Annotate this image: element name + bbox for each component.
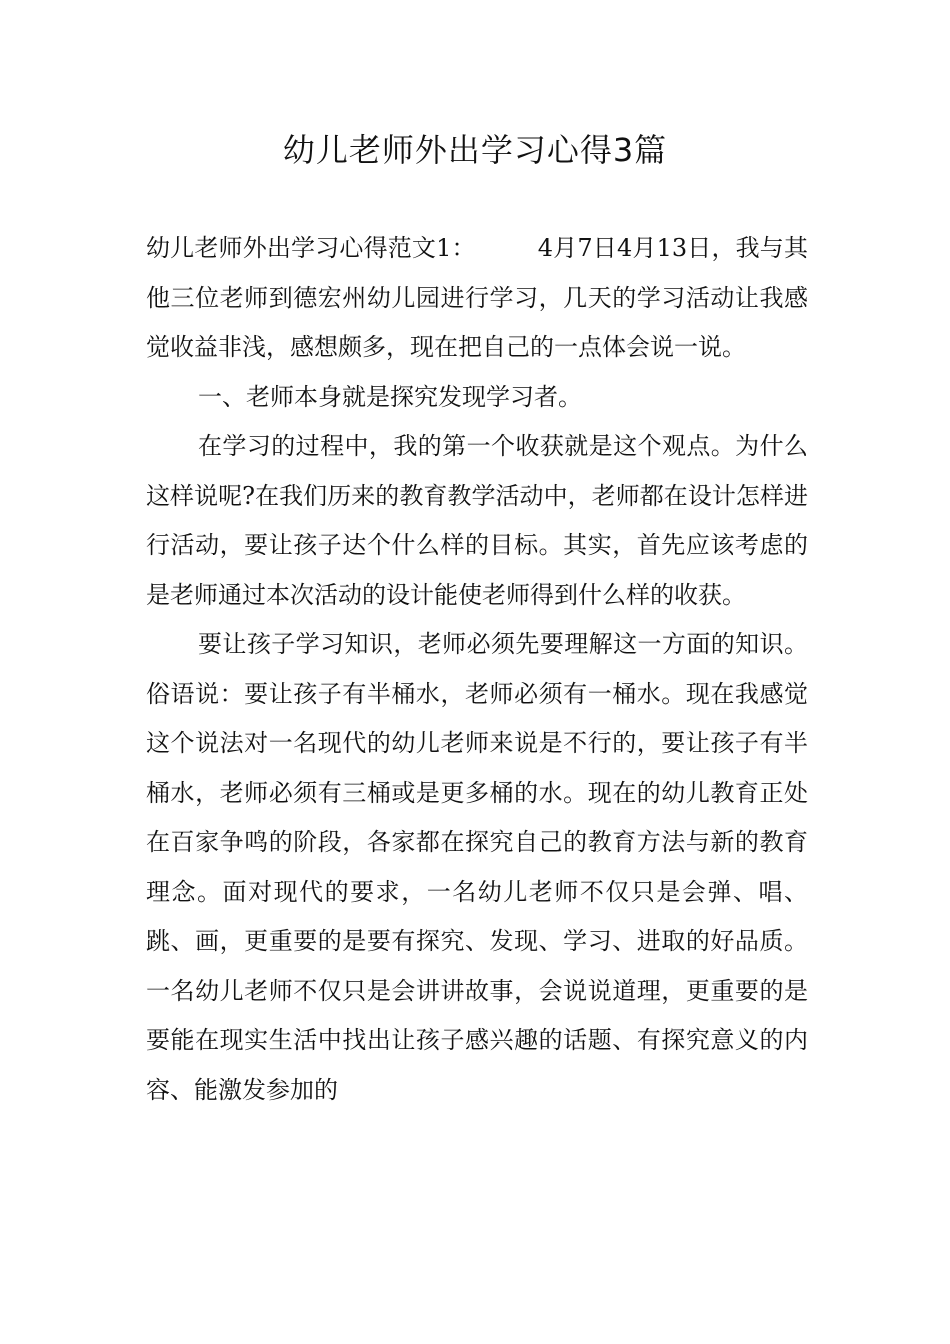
document-title: 幼儿老师外出学习心得3篇 bbox=[282, 131, 668, 169]
document-body bbox=[146, 224, 808, 1115]
body-paragraph: 要让孩子学习知识，老师必须先要理解这一方面的知识。俗语说：要让孩子有半桶水，老师必须有一桶水。现在我感觉这个说法对一名现代的幼儿老师来说是不行的，要让孩子有半桶水，老师必须有三桶或是更多桶的水。现在的幼儿教育正处在百家争鸣的阶段，各家都在探究自己的教育方法与新的教育理念。面对现代的要求，一名幼儿老师不仅只是会弹、唱、跳、画，更重要的是要有探究、发现、学习、进取的好品质。一名幼儿老师不仅只是会讲讲故事，会说说道理，更重要的是要能在现实生活中找出让孩子感兴趣的话题、有探究意义的内容、能激发参加的 bbox=[146, 630, 808, 1104]
section-heading: 一、老师本身就是探究发现学习者。 bbox=[198, 382, 582, 411]
body-paragraph: 在学习的过程中，我的第一个收获就是这个观点。为什么这样说呢?在我们历来的教育教学活动中，老师都在设计怎样进行活动，要让孩子达个什么样的目标。其实，首先应该考虑的是老师通过本次活动的设计能使老师得到什么样的收获。 bbox=[146, 432, 808, 609]
intro-paragraph bbox=[146, 224, 808, 373]
intro-label: 幼儿老师外出学习心得范文1： bbox=[146, 234, 476, 262]
intro-text: 4月7日4月13日，我与其他三位老师到德宏州幼儿园进行学习，几天的学习活动让我感觉收益非浅，感想颇多，现在把自己的一点体会说一说。 bbox=[146, 234, 808, 361]
